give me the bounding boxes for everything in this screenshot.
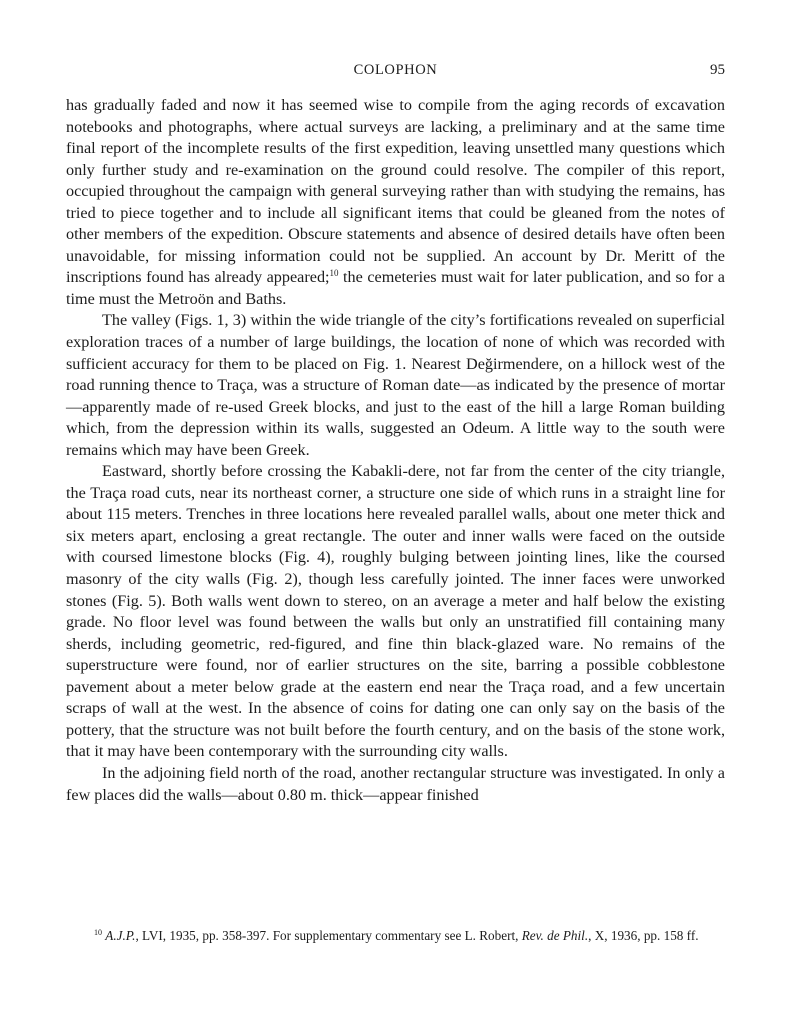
- body-text: [66, 95, 725, 806]
- footnote-text: , LVI, 1935, pp. 358-397. For supplementary commentary see L. Robert,: [135, 928, 522, 943]
- paragraph-4: In the adjoining field north of the road, another rectangular structure was investigated. In only a few places did the walls—about 0.80 m. thick—appear finished: [66, 763, 725, 804]
- paragraph-1-text-cont: the cemeteries must wait for later publication, and so for a time must the Metroön and Baths.: [66, 268, 725, 308]
- footnotes: [66, 927, 725, 945]
- paragraph-1-text: has gradually faded and now it has seemed wise to compile from the aging records of excavation notebooks and photographs, where actual surveys are lacking, a preliminary and at the same time final report of the incomplete results of the first expedition, leaving unsettled many questions which only further study and re-examination on the ground could resolve. The compiler of this report, occupied throughout the campaign with general surveying rather than with studying the remains, has tried to piece together and to include all significant items that could be gleaned from the notes of other members of the expedition. Obscure statements and absence of desired details have often been unavoidable, for missing information could not be supplied. An account by Dr. Meritt of the inscriptions found has already appeared;: [66, 96, 725, 287]
- footnote-journal-2: Rev. de Phil.: [521, 928, 589, 943]
- paragraph-1: [66, 95, 725, 310]
- footnote-number: 10: [94, 928, 102, 937]
- running-head: COLOPHON: [353, 62, 438, 78]
- paragraph-2: The valley (Figs. 1, 3) within the wide triangle of the city’s fortifications revealed on superficial exploration traces of a number of large buildings, the location of none of which was recorded with sufficient accuracy for them to be placed on Fig. 1. Nearest Değirmendere, on a hillock west of the road running thence to Traça, was a structure of Roman date—as indicated by the presence of mortar—apparently made of re-used Greek blocks, and just to the east of the hill a large Roman building which, from the depression within its walls, suggested an Odeum. A little way to the south were remains which may have been Greek.: [66, 311, 725, 459]
- footnote-10: [66, 927, 725, 945]
- footnote-journal: A.J.P.: [105, 928, 136, 943]
- footnote-text-2: , X, 1936, pp. 158 ff.: [588, 928, 699, 943]
- footnote-reference[interactable]: 10: [329, 268, 339, 279]
- paragraph-3: Eastward, shortly before crossing the Kabakli-dere, not far from the center of the city triangle, the Traça road cuts, near its northeast corner, a structure one side of which runs in a straight line for about 115 meters. Trenches in three locations here revealed parallel walls, about one meter thick and six meters apart, enclosing a great rectangle. The outer and inner walls were faced on the outside with coursed limestone blocks (Fig. 4), roughly bulging between jointing lines, like the coursed masonry of the city walls (Fig. 2), though less carefully jointed. The inner faces were unworked stones (Fig. 5). Both walls went down to stereo, on an average a meter and half below the existing grade. No floor level was found between the walls but only an unstratified fill containing many sherds, including geometric, red-figured, and fine thin black-glazed ware. No remains of the superstructure were found, nor of earlier structures on the site, barring a possible cobblestone pavement about a meter below grade at the eastern end near the Traça road, and a few uncertain scraps of wall at the west. In the absence of coins for dating one can only say on the basis of the pottery, that the structure was not built before the fourth century, and on the basis of the stone work, that it may have been contemporary with the surrounding city walls.: [66, 462, 725, 761]
- page-header: [66, 61, 725, 81]
- page-number: 95: [710, 62, 725, 78]
